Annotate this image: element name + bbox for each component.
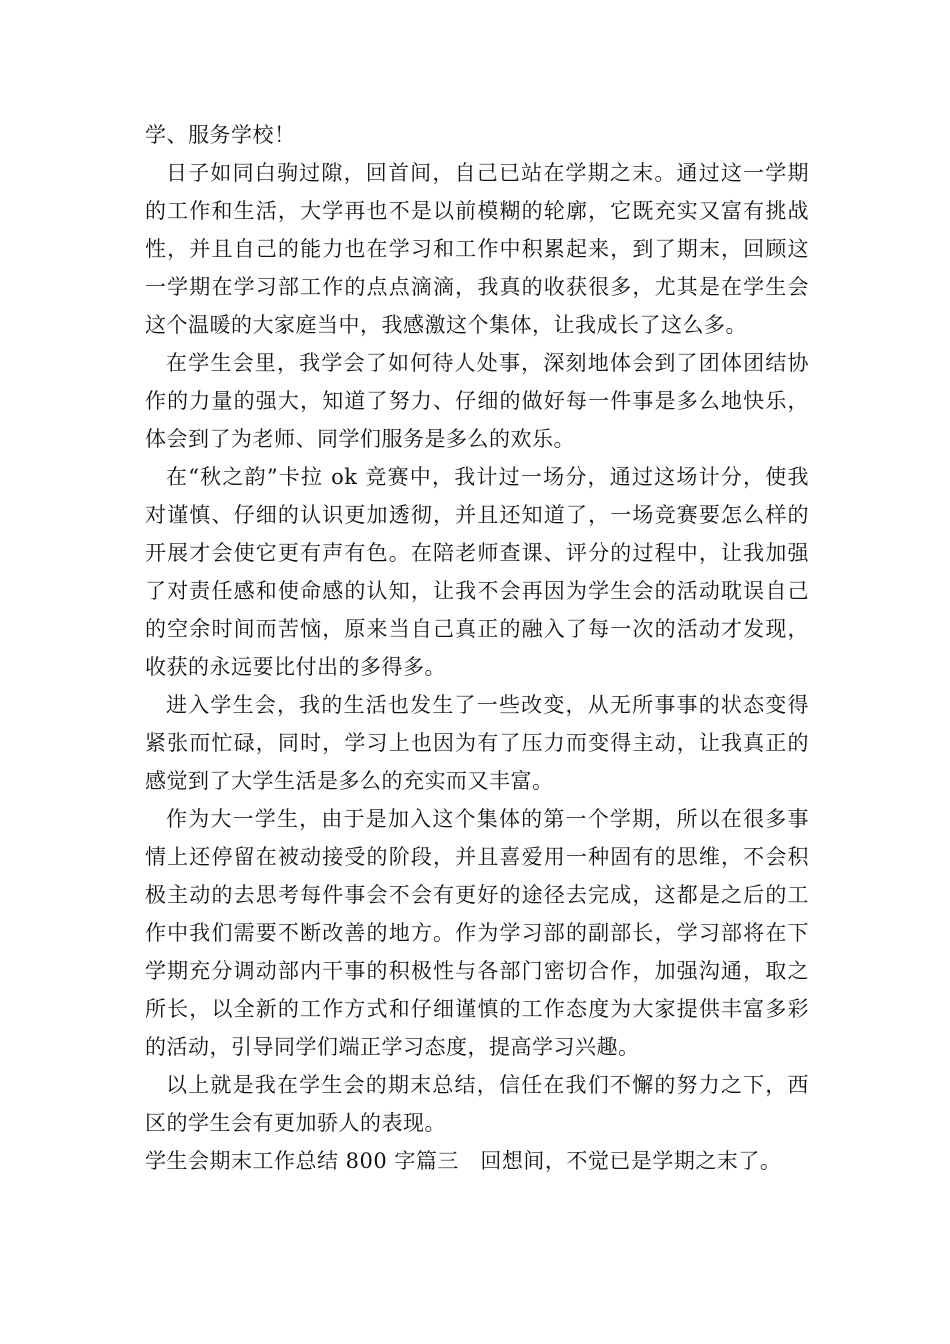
paragraph: 在学生会里，我学会了如何待人处事，深刻地体会到了团体团结协作的力量的强大，知道了努力、仔细的做好每一件事是多么地快乐，体会到了为老师、同学们服务是多么的欢乐。 <box>145 351 809 451</box>
paragraph: 作为大一学生，由于是加入这个集体的第一个学期，所以在很多事情上还停留在被动接受的阶段，并且喜爱用一种固有的思维，不会积极主动的去思考每件事会不会有更好的途径去完成，这都是之后的工作中我们需要不断改善的地方。作为学习部的副部长，学习部将在下学期充分调动部内干事的积极性与各部门密切合作，加强沟通，取之所长，以全新的工作方式和仔细谨慎的工作态度为大家提供丰富多彩的活动，引导同学们端正学习态度，提高学习兴趣。 <box>145 807 809 1059</box>
paragraph: 日子如同白驹过隙，回首间，自己已站在学期之末。通过这一学期的工作和生活，大学再也不是以前模糊的轮廓，它既充实又富有挑战性，并且自己的能力也在学习和工作中积累起来，到了期末，回顾这一学期在学习部工作的点点滴滴，我真的收获很多，尤其是在学生会这个温暖的大家庭当中，我感激这个集体，让我成长了这么多。 <box>145 161 809 337</box>
section-heading: 学生会期末工作总结 800 字篇三 回想间，不觉已是学期之末了。 <box>145 1149 782 1173</box>
paragraph: 学、服务学校！ <box>145 123 296 147</box>
paragraph: 以上就是我在学生会的期末总结，信任在我们不懈的努力之下，西区的学生会有更加骄人的表现。 <box>145 1073 809 1135</box>
paragraph: 在“秋之韵”卡拉 ok 竞赛中，我计过一场分，通过这场计分，使我对谨慎、仔细的认识更加透彻，并且还知道了，一场竞赛要怎么样的开展才会使它更有声有色。在陪老师查课、评分的过程中，让我加强了对责任感和使命感的认知，让我不会再因为学生会的活动耽误自己的空余时间而苦恼，原来当自己真正的融入了每一次的活动才发现，收获的永远要比付出的多得多。 <box>145 465 809 679</box>
document-body <box>145 116 809 1180</box>
paragraph: 进入学生会，我的生活也发生了一些改变，从无所事事的状态变得紧张而忙碌，同时，学习上也因为有了压力而变得主动，让我真正的感觉到了大学生活是多么的充实而又丰富。 <box>145 693 809 793</box>
